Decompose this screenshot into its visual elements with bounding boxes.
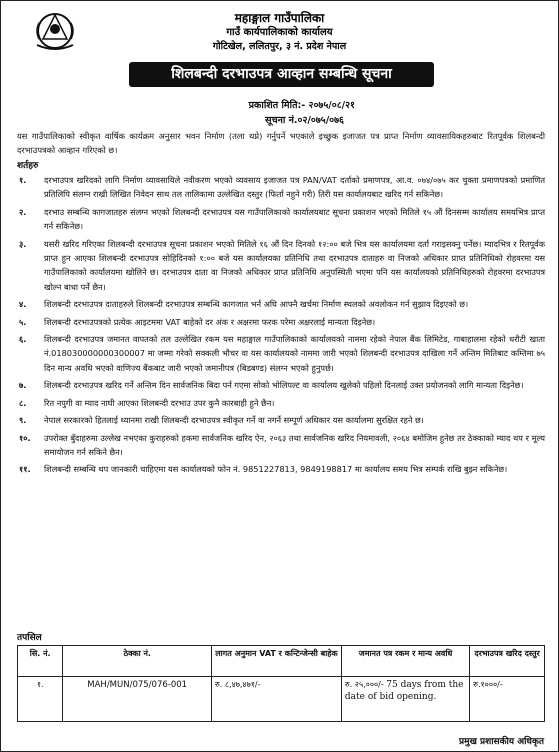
condition-text: रित नपुगी वा म्याद नाघी आएका शिलबन्दी दरभाउ उपर कुनै कारबाही हुने छैन। [44,397,275,408]
office-name: महाङ्गाल गाउँपालिका [234,11,325,25]
cell-cost-estimate: रु. ८,४७,४७१/- [212,677,342,722]
table-row [18,677,545,722]
condition-text: शिलबन्दी सम्बन्धि थप जानकारी चाहिएमा यस कार्यालयको फोन नं. 9851227813, 9849198817 मा कार्यालय समय भित्र सम्पर्क राखि बुझ्न सकिनेछ। [44,464,508,475]
condition-number: ११. [19,464,31,475]
header-contract-no: ठेक्का नं. [63,646,212,677]
condition-text: नेपाल सरकारको हितलाई ध्यानमा राखी शिलबन्दी दरभाउपत्र स्वीकृत गर्ने वा नगर्ने सम्पूर्ण अधिकार यस कार्यालमा सुरक्षित रहने छ। [44,415,424,426]
header-bid-fee: दरभाउपत्र खरिद दस्तुर [470,646,545,677]
condition-text: शिलबन्दी दरभाउपत्र खरिद गर्ने अन्तिम दिन सार्वजनिक बिदा पर्न गएमा सोको भोलिपल्ट वा कार्यालय खुलेको पहिलो दिनलाई उक्त प्रयोजनको लागि मान्यता दिइनेछ। [44,380,524,391]
condition-item [17,297,545,311]
condition-text: यसरी खरिद गरिएका शिलबन्दी दरभाउपत्र सूचना प्रकाशन भएको मितिले १६ औं दिन दिनको १२:०० बजे भित्र यस कार्यालयमा दर्ता गराइसक्नु पर्नेछ। म्यादभित्र र रितपूर्वक प्राप्त हुन आएका शिलबन्दी दरभाउपत्र सोहिदिनको १:०० बजे यस कार्यालयका प्रतिनिधि तथा दरभाउपत्र दाताहरु वा निजको अधिकार प्राप्त प्रतिनिधिको रोहवरमा यस गाउँपालिकाको कार्यालयमा खोलिने छ। दरभाउपत्र दाता वा निजको अधिकार प्राप्त प्रतिनिधि अनुपस्थिती भएमा पनि यस कार्यालयको प्रतिनिधिहरुको रोहवरमा दरभाउपत्र खोल्न बाधा पर्ने छैन। [44,238,545,292]
cell-contract-no: MAH/MUN/075/076-001 [63,677,212,722]
condition-item [17,378,545,392]
condition-text: उपरोक्त बुँदाहरुमा उल्लेख नभएका कुराहरुको हकमा सार्वजनिक खरिद ऐन, २०६३ तथा सार्वजनिक खरिद नियमावली, २०६४ बमोजिम हुनेछ तर ठेक्काको म्याद थप र मूल्य समायोजन गर्न सकिने छैन। [44,432,545,457]
condition-item [17,431,545,460]
condition-text: शिलबन्दी दरभाउपत्र जमानत वापतको तल उल्लेखित रकम यस महाङ्गाल गाउँपालिकाको कार्यालयको नाममा रहेको नेपाल बैंक लिमिटेड, गाबाहालमा रहेको धरौटी खाता नं.018030000000300007 मा जम्मा गरेको सक्कली भौचर वा यस कार्यालयको नाममा जारी भएको शिलबन्दी दरभाउपत्र दाखिला गर्ने अन्तिम मितिबाट कम्तिमा ७५ दिन मान्य अवधि भएको वाणिज्य बैंकबाट जारी भएको जमानीपत्र (बिडबण्ड) संलग्न भएको हुनुपर्छ। [44,334,545,373]
notice-number: सूचना नं.०२/०७५/०७६ [265,115,344,126]
signatory-title: प्रमुख प्रशासकीय अधिकृत [458,737,544,747]
condition-text: दरभाउ सम्बन्धि कागजातहरु संलग्न भएको शिलबन्दी दरभाउपत्र यस गाउँपालिकाको कार्यालयबाट सूचना प्रकाशन भएको मितिले १५ औं दिनसम्म कार्यालय समयभित्र प्राप्त गर्न सकिनेछ। [44,206,545,232]
condition-text: शिलबन्दी दरभाउपत्र दाताहरुले शिलबन्दी दरभाउपत्र सम्बन्धि कागजात भर्न अघि आफ्नै खर्चमा निर्माण स्थलको अवलोकन गर्न सुझाव दिइएको छ। [44,299,469,310]
conditions-list [17,173,545,480]
schedule-table [17,645,545,722]
condition-item [17,237,545,295]
cell-bid-security [341,677,469,722]
cell-bid-fee: रु.१०००/- [470,677,545,722]
condition-number: १०. [19,432,31,443]
office-address: गोटिखेल, ललितपुर, ३ नं. प्रदेश नेपाल [212,41,347,52]
conditions-heading: शर्तहरु [17,161,39,171]
condition-number: २. [19,206,27,217]
header-serial: सि. नं. [18,646,63,677]
condition-number: ३. [19,238,27,249]
condition-item [17,332,545,375]
schedule-heading: तपसिल [17,633,42,643]
table-header-row [18,646,545,677]
condition-number: ४. [19,299,27,310]
condition-item [17,315,545,329]
condition-text: दरभाउपत्र खरिदको लागि निर्माण व्यावसायिले नवीकरण भएको व्यवसाय इजाजत पत्र PAN/VAT दर्ताको प्रमाणपत्र, आ.व. ०७४/०७५ कर चुक्ता प्रमाणपत्रको प्रमाणित प्रतिलिपि संलग्न राखी लिखित निवेदन साथ तल तालिकामा उल्लेखित दस्तुर (फिर्ता नहुने गरी) तिरी यस कार्यालयबाट खरिद गर्न सकिनेछ। [44,175,545,200]
condition-item [17,462,545,476]
cell-serial: १. [18,677,63,722]
intro-paragraph: यस गाउँपालिकाको स्वीकृत वार्षिक कार्यक्रम अनुसार भवन निर्माण (तला थप्ने) गर्नुपर्ने भएकाले इच्छुक इजाजत पत्र प्राप्त निर्माण व्यावसायिकहरुबाट रितपूर्वक शिलबन्दी दरभाउपत्रको आव्हान गरिएको छ। [17,131,545,155]
header-bid-security: जमानत पत्र रकम र मान्य अवधि [341,646,469,677]
condition-item [17,396,545,410]
condition-number: ७. [19,380,27,391]
notice-title: शिलबन्दी दरभाउपत्र आव्हान सम्बन्धि सूचना [129,62,434,87]
condition-number: ९. [19,415,27,426]
bid-validity: 75 days from the date of bid opening. [344,680,464,702]
condition-text: शिलबन्दी दरभाउपत्रको प्रत्येक आइटममा VAT बाहेको दर अंक र अक्षरमा फरक परेमा अक्षरलाई मान्यता दिइनेछ। [44,316,376,327]
published-date: प्रकाशित मिति:- २०७५/०८/२१ [248,100,355,111]
condition-number: ६. [19,334,27,345]
condition-number: ८. [19,397,27,408]
condition-number: ५. [19,316,27,327]
condition-item [17,173,545,202]
bid-amount: रु. २५,०००/- [344,680,384,689]
office-subtitle: गाउँ कार्यपालिकाको कार्यालय [226,27,333,38]
header-cost-estimate: लागत अनुमान VAT र कन्टिन्जेन्सी बाहेक [212,646,342,677]
condition-item [17,413,545,427]
condition-item [17,205,545,234]
condition-number: १. [19,175,27,185]
